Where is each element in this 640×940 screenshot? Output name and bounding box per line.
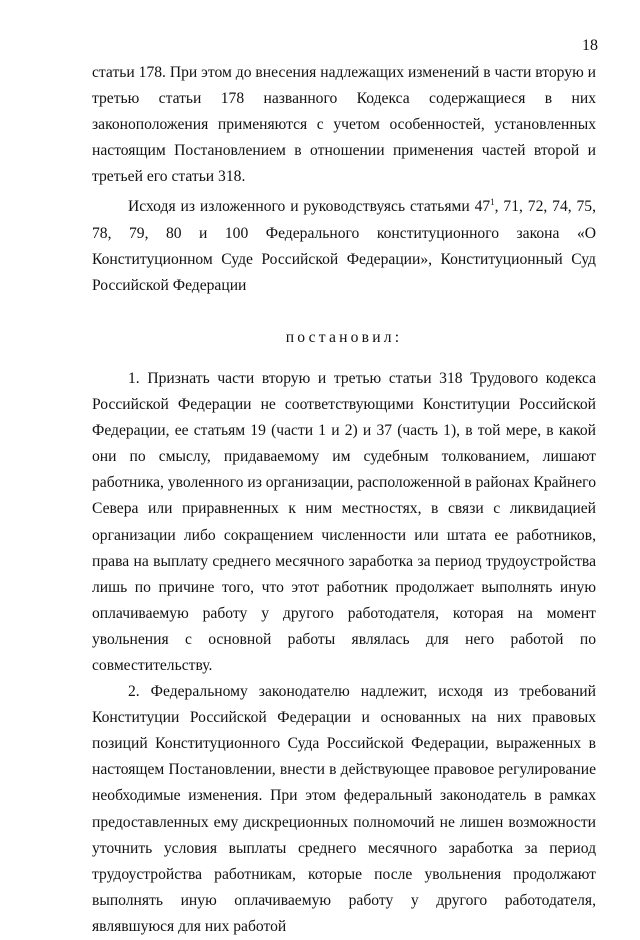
- legal-basis-text-end: , 71, 72, 74, 75, 78, 79, 80 и 100 Федерального конституционного закона «О Конституционном Суде Российской Федерации», Конституционный Суд Российской Федерации: [92, 198, 596, 294]
- document-body: [92, 60, 596, 940]
- resolution-heading: постановил:: [285, 328, 403, 346]
- continued-paragraph: статьи 178. При этом до внесения надлежащих изменений в части вторую и третью статьи 178 названного Кодекса содержащиеся в них законоположения применяются с учетом особенностей, установленных настоящим Постановлением в отношении применения частей второй и третьей его статьи 318.: [92, 64, 596, 186]
- legal-basis-text-start: Исходя из изложенного и руководствуясь статьями 47: [128, 198, 491, 216]
- article-superscript: 1: [490, 197, 495, 208]
- resolution-item-2: 2. Федеральному законодателю надлежит, исходя из требований Конституции Российской Федерации и основанных на них правовых позиций Конституционного Суда Российской Федерации, выраженных в настоящем Постановлении, внести в действующее правовое регулирование необходимые изменения. При этом федеральный законодатель в рамках предоставленных ему дискреционных полномочий не лишен возможности уточнить условия выплаты среднего месячного заработка за период трудоустройства работникам, которые после увольнения продолжают выполнять иную оплачиваемую работу у другого работодателя, являвшуюся для них работой: [92, 683, 596, 935]
- resolution-item-1: 1. Признать части вторую и третью статьи 318 Трудового кодекса Российской Федерации не соответствующими Конституции Российской Федерации, ее статьям 19 (части 1 и 2) и 37 (часть 1), в той мере, в какой они по смыслу, придаваемому им судебным толкованием, лишают работника, уволенного из организации, расположенной в районах Крайнего Севера или приравненных к ним местностях, в связи с ликвидацией организации либо сокращением численности или штата ее работников, права на выплату среднего месячного заработка за период трудоустройства лишь по причине того, что этот работник продолжает выполнять иную оплачиваемую работу у другого работодателя, которая на момент увольнения с основной работы являлась для него работой по совместительству.: [92, 369, 596, 674]
- legal-basis-paragraph: [92, 194, 596, 298]
- page-number: 18: [582, 37, 598, 54]
